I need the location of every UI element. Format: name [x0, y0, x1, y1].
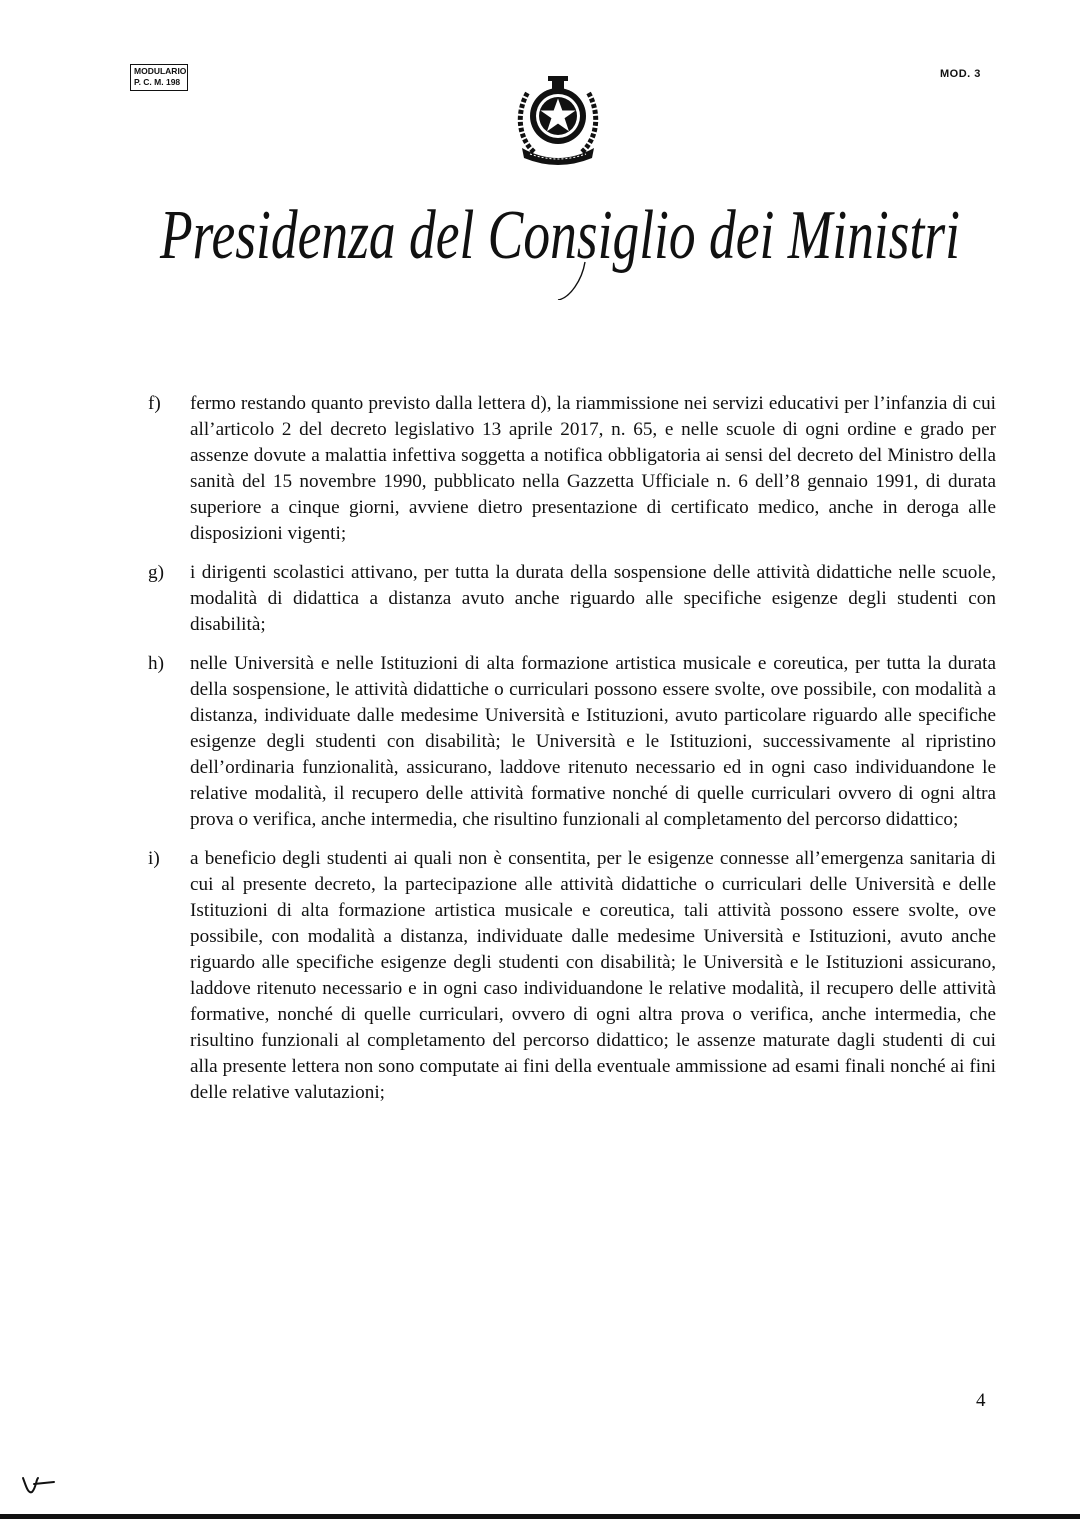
header-title: [150, 180, 970, 300]
modulario-line-1: MODULARIO: [134, 66, 187, 76]
list-item-f: [148, 391, 996, 547]
italian-republic-emblem-icon: [512, 72, 604, 168]
modulario-line-2: P. C. M. 198: [134, 77, 181, 87]
list-item-text: nelle Università e nelle Istituzioni di alta formazione artistica musicale e coreutica, per tutta la durata della sospensione, le attività didattiche o curriculari possono essere svolte, ove possibile, con modalità a distanza, individuate dalle medesime Università e Istituzioni, avuto particolare riguardo alle specifiche esigenze degli studenti con disabilità; le Università e le Istituzioni, successivamente al ripristino dell’ordinaria funzionalità, assicurano, laddove ritenuto necessario ed in ogni caso individuandone le relative modalità, il recupero delle attività formative nonché di quelle curriculari ovvero di ogni altra prova o verifica, anche intermedia, che risultino funzionali al completamento del percorso didattico;: [190, 653, 996, 830]
header-title-text: Presidenza del Consiglio dei Ministri: [159, 197, 960, 274]
handwritten-initial-icon: [20, 1470, 56, 1498]
list-item-text: i dirigenti scolastici attivano, per tutta la durata della sospensione delle attività didattiche nelle scuole, modalità di didattica a distanza avuto anche riguardo alle specifiche esigenze degli studenti con disabilità;: [190, 562, 996, 635]
modulario-stamp: [130, 64, 188, 91]
list-item-g: [148, 560, 996, 638]
list-item-h: [148, 651, 996, 833]
list-letter: i): [148, 848, 160, 869]
list-letter: h): [148, 653, 164, 674]
list-item-i: [148, 846, 996, 1106]
document-body: [148, 391, 996, 1119]
list-item-text: a beneficio degli studenti ai quali non è consentita, per le esigenze connesse all’emergenza sanitaria di cui al presente decreto, la partecipazione alle attività didattiche o curriculari delle Università e delle Istituzioni di alta formazione artistica musicale e coreutica, tali attività possono essere svolte, ove possibile, con modalità a distanza, individuate dalle medesime Università e Istituzioni, avuto anche riguardo alle specifiche esigenze degli studenti con disabilità; le Università e le Istituzioni assicurano, laddove ritenuto necessario e in ogni caso individuandone le relative modalità, il recupero delle attività formative, nonché di quelle curriculari, ovvero di ogni altra prova o verifica, anche intermedia, che risultino funzionali al completamento del percorso didattico; le assenze maturate dagli studenti di cui alla presente lettera non sono computate ai fini della eventuale ammissione ad esami finali nonché ai fini delle relative valutazioni;: [190, 848, 996, 1103]
bottom-scan-edge: [0, 1514, 1080, 1519]
page-number: 4: [976, 1390, 986, 1411]
list-item-text: fermo restando quanto previsto dalla lettera d), la riammissione nei servizi educativi per l’infanzia di cui all’articolo 2 del decreto legislativo 13 aprile 2017, n. 65, e nelle scuole di ogni ordine e grado per assenze dovute a malattia infettiva soggetta a notifica obbligatoria ai sensi del decreto del Ministro della sanità del 15 novembre 1990, pubblicato nella Gazzetta Ufficiale n. 6 dell’8 gennaio 1991, di durata superiore a cinque giorni, avviene dietro presentazione di certificato medico, anche in deroga alle disposizioni vigenti;: [190, 393, 996, 544]
list-letter: f): [148, 393, 161, 414]
list-letter: g): [148, 562, 164, 583]
mod-label: MOD. 3: [940, 68, 981, 80]
